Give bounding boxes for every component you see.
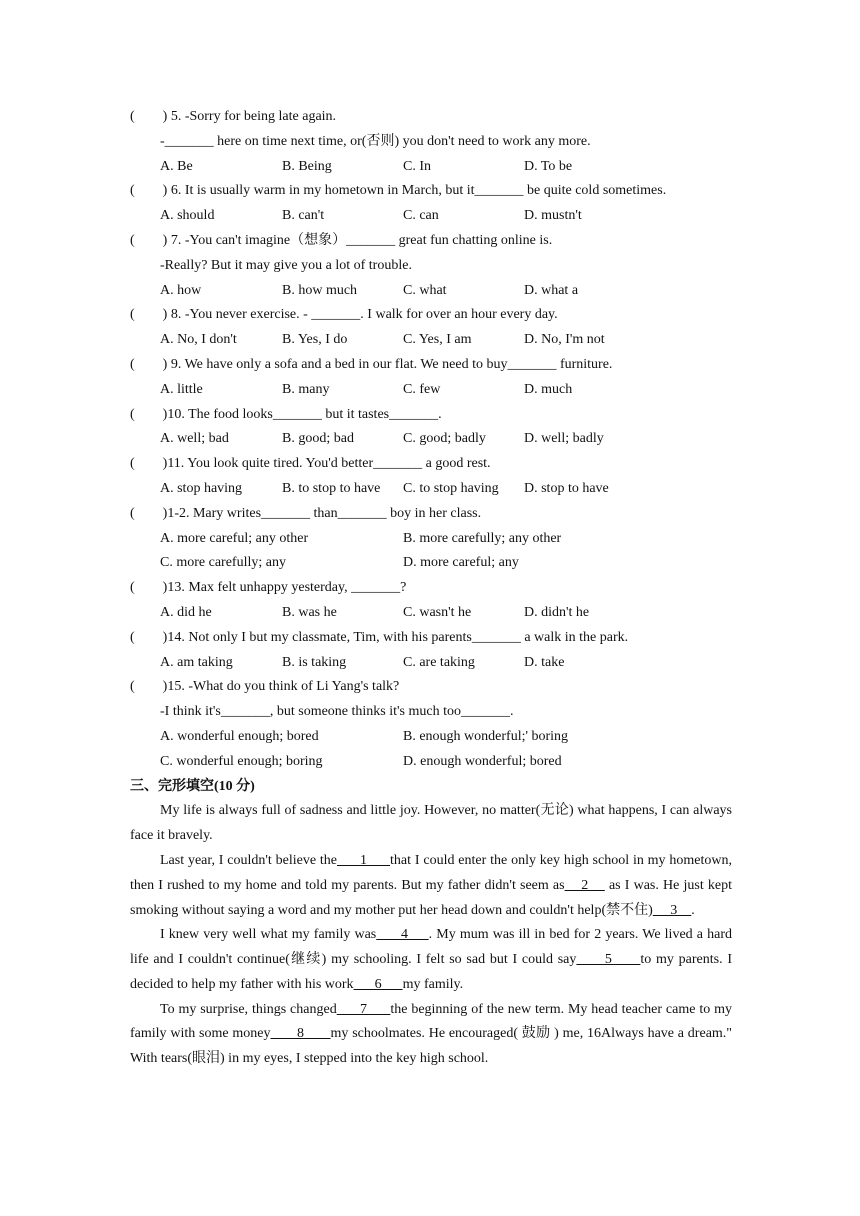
option-c[interactable]: C. wonderful enough; boring — [160, 753, 323, 769]
passage-text: that I could enter the only key high school in my hometown, then I rushed to my home and told my parents. But my father didn't seem as — [130, 852, 732, 893]
passage-paragraph-3 — [130, 923, 732, 997]
question-7-stem: ( ) 7. -You can't imagine（想象）_______ great fun chatting online is. — [130, 232, 553, 248]
passage-text: the beginning of the new term. My head teacher came to my family with some money — [130, 1001, 732, 1042]
option-c[interactable]: C. are taking — [403, 654, 475, 670]
option-d[interactable]: D. much — [524, 381, 573, 397]
option-c[interactable]: C. In — [403, 158, 431, 174]
option-b[interactable]: B. to stop to have — [282, 480, 381, 496]
option-c[interactable]: C. more carefully; any — [160, 555, 286, 571]
option-d[interactable]: D. what a — [524, 282, 579, 298]
option-d[interactable]: D. well; badly — [524, 431, 604, 447]
blank-3[interactable]: 3 — [652, 902, 692, 918]
option-c[interactable]: C. Yes, I am — [403, 332, 472, 348]
passage-text: my family. — [402, 976, 464, 992]
passage-text: To my surprise, things changed — [160, 1001, 337, 1017]
question-7-options — [130, 279, 732, 304]
question-14-options — [130, 651, 732, 676]
option-b[interactable]: B. good; bad — [282, 431, 354, 447]
option-b[interactable]: B. more carefully; any other — [403, 530, 562, 546]
option-d[interactable]: D. mustn't — [524, 208, 582, 224]
question-12-options-row-1 — [130, 527, 732, 552]
blank-1[interactable]: 1 — [337, 852, 391, 868]
question-5-options — [130, 155, 732, 180]
option-c[interactable]: C. wasn't he — [403, 604, 472, 620]
option-c[interactable]: C. few — [403, 381, 441, 397]
passage-text: I knew very well what my family was — [160, 927, 377, 943]
passage-text: to my parents. I decided to help my father with his work — [130, 952, 733, 992]
question-8-stem: ( ) 8. -You never exercise. - _______. I walk for over an hour every day. — [130, 307, 558, 323]
question-15-options-row-2 — [130, 750, 732, 775]
question-11-options — [130, 477, 732, 502]
question-11-stem: ( )11. You look quite tired. You'd better_______ a good rest. — [130, 456, 491, 472]
option-b[interactable]: B. enough wonderful;' boring — [403, 728, 569, 744]
option-b[interactable]: B. how much — [282, 282, 358, 298]
passage-paragraph-2 — [130, 849, 732, 923]
question-10-stem: ( )10. The food looks_______ but it tastes_______. — [130, 406, 442, 422]
blank-8[interactable]: 8 — [270, 1026, 331, 1042]
passage-paragraph-4 — [130, 998, 732, 1072]
option-a[interactable]: A. little — [160, 381, 203, 397]
question-5-response: -_______ here on time next time, or(否则) you don't need to work any more. — [160, 133, 591, 149]
question-7-response: -Really? But it may give you a lot of trouble. — [160, 257, 412, 273]
exam-content — [130, 105, 732, 1072]
blank-2[interactable]: 2 — [564, 877, 605, 893]
option-d[interactable]: D. take — [524, 654, 565, 670]
blank-4[interactable]: 4 — [376, 927, 429, 943]
blank-5[interactable]: 5 — [576, 952, 641, 968]
question-12-stem: ( )1-2. Mary writes_______ than_______ boy in her class. — [130, 505, 482, 521]
option-c[interactable]: C. good; badly — [403, 431, 486, 447]
option-a[interactable]: A. stop having — [160, 480, 243, 496]
option-d[interactable]: D. didn't he — [524, 604, 590, 620]
option-b[interactable]: B. Yes, I do — [282, 332, 348, 348]
option-a[interactable]: A. Be — [160, 158, 193, 174]
option-d[interactable]: D. To be — [524, 158, 573, 174]
blank-7[interactable]: 7 — [336, 1001, 391, 1017]
question-13-stem: ( )13. Max felt unhappy yesterday, _______? — [130, 580, 407, 596]
option-b[interactable]: B. Being — [282, 158, 332, 174]
option-a[interactable]: A. wonderful enough; bored — [160, 728, 319, 744]
question-15-response: -I think it's_______, but someone thinks it's much too_______. — [160, 704, 514, 720]
section-title: 三、完形填空(10 分) — [130, 778, 255, 794]
option-a[interactable]: A. No, I don't — [160, 332, 237, 348]
question-12-options-row-2 — [130, 551, 732, 576]
option-d[interactable]: D. enough wonderful; bored — [403, 753, 562, 769]
option-d[interactable]: D. stop to have — [524, 480, 609, 496]
option-c[interactable]: C. to stop having — [403, 480, 499, 496]
question-6-options — [130, 204, 732, 229]
question-10-options — [130, 427, 732, 452]
question-9-stem: ( ) 9. We have only a sofa and a bed in our flat. We need to buy_______ furniture. — [130, 356, 613, 372]
question-6-stem: ( ) 6. It is usually warm in my hometown in March, but it_______ be quite cold sometimes. — [130, 183, 667, 199]
passage-text: . — [691, 902, 695, 918]
option-d[interactable]: D. No, I'm not — [524, 332, 605, 348]
passage-text: Last year, I couldn't believe the — [160, 852, 338, 868]
question-8-options — [130, 328, 732, 353]
option-c[interactable]: C. can — [403, 208, 439, 224]
option-a[interactable]: A. well; bad — [160, 431, 229, 447]
option-b[interactable]: B. can't — [282, 208, 325, 224]
passage-text: my schoolmates. He encouraged( 鼓励 ) me, 16Always have a dream." With tears(眼泪) in my eyes, I stepped into the key high school. — [130, 1026, 733, 1067]
option-b[interactable]: B. was he — [282, 604, 337, 620]
option-c[interactable]: C. what — [403, 282, 447, 298]
option-b[interactable]: B. is taking — [282, 654, 347, 670]
question-15-stem: ( )15. -What do you think of Li Yang's talk? — [130, 679, 400, 695]
blank-6[interactable]: 6 — [353, 976, 403, 992]
question-14-stem: ( )14. Not only I but my classmate, Tim, with his parents_______ a walk in the park. — [130, 629, 629, 645]
option-a[interactable]: A. am taking — [160, 654, 233, 670]
option-a[interactable]: A. should — [160, 208, 215, 224]
option-a[interactable]: A. more careful; any other — [160, 530, 309, 546]
option-a[interactable]: A. did he — [160, 604, 212, 620]
question-15-options-row-1 — [130, 725, 732, 750]
option-d[interactable]: D. more careful; any — [403, 555, 519, 571]
question-9-options — [130, 378, 732, 403]
option-a[interactable]: A. how — [160, 282, 202, 298]
passage-text: as I was. He just kept smoking without saying a word and my mother put her head down and couldn't help(禁不住) — [130, 877, 732, 918]
passage-text: . My mum was ill in bed for 2 years. We lived a hard life and I couldn't continue(继续) my schooling. I felt so sad but I could say — [130, 927, 733, 968]
option-b[interactable]: B. many — [282, 381, 330, 397]
question-5-stem: ( ) 5. -Sorry for being late again. — [130, 109, 337, 124]
passage-paragraph-1: My life is always full of sadness and little joy. However, no matter(无论) what happens, I can always face it bravely. — [130, 803, 732, 844]
question-13-options — [130, 601, 732, 626]
